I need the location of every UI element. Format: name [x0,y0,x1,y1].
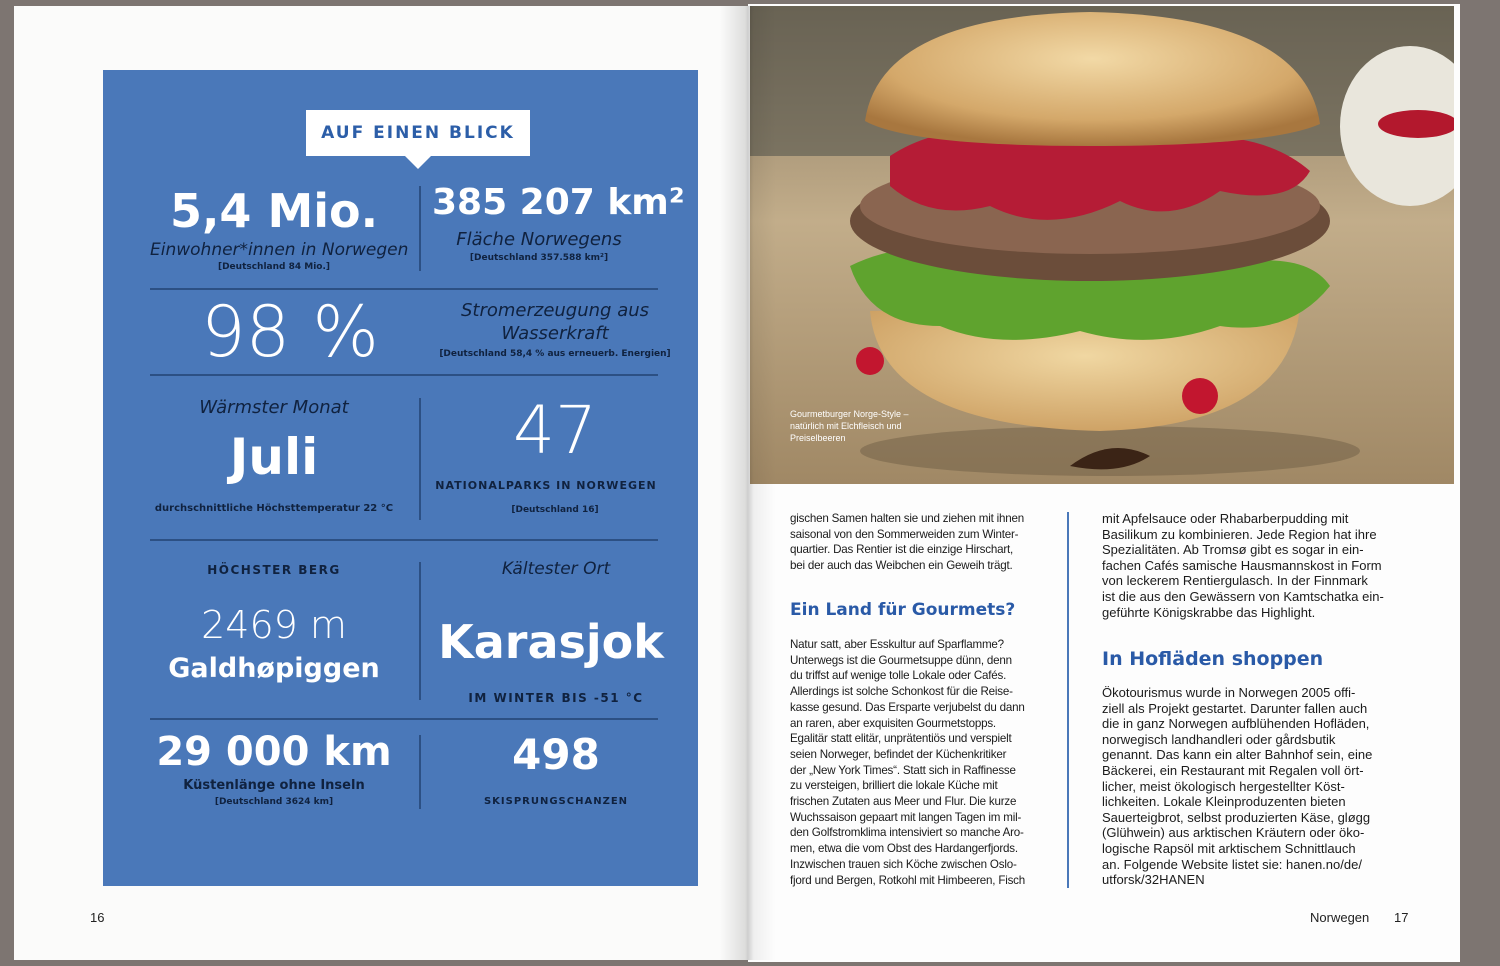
column-2-body [1102,685,1412,888]
inhabitants-label: Einwohner*innen in Norwegen [150,240,409,260]
text-line: von leckerem Rentiergulasch. In der Finnmark [1102,573,1368,589]
caption-line: Gourmetburger Norge-Style – [790,409,909,419]
facts-badge-label: AUF EINEN BLICK [321,123,515,143]
text-line: gischen Samen halten sie und ziehen mit ihnen [790,512,1024,525]
text-line: Wuchssaison gepaart mit langen Tagen im mil- [790,810,1022,824]
text-line: Bäckerei, ein Restaurant mit Regalen voll ört- [1102,762,1364,778]
coldest-label: Kältester Ort [501,559,611,579]
text-line: Unterwegs ist die Gourmetsuppe dünn, denn [790,653,1012,667]
parks-note: [Deutschland 16] [511,505,599,515]
caption-line: natürlich mit Elchfleisch und [790,421,902,431]
text-line: genannt. Das kann ein alter Bahnhof sein, eine [1102,747,1373,763]
text-line: Egalitär statt elitär, unprätentiös und verspielt [790,732,1012,746]
text-line: du triffst auf wenige tolle Lokale oder Cafés. [790,669,1007,683]
running-head: Norwegen [1310,910,1370,925]
text-line: kasse gesund. Das Ersparte verjubelst du dann [790,700,1025,714]
text-line: seien Norweger, befindet der Küchenkritiker [790,747,1007,761]
column-1-body [790,637,1038,888]
text-line: Allerdings ist solche Schonkost für die Reise- [790,685,1013,699]
coldest-value: Karasjok [438,615,664,669]
text-line: den Golfstromklima intensiviert so manche Aro- [790,826,1024,840]
text-line: Sauerteigbrot, selbst produzierten Käse, gløgg [1102,809,1371,825]
vdivider-3 [419,562,421,700]
warmest-value: Juli [229,428,319,486]
text-line: Natur satt, aber Esskultur auf Sparflamme? [790,638,1004,651]
text-line: ist die aus den Gewässern von Kamtschatka ein- [1102,588,1384,604]
page-number-right: 17 [1394,910,1409,925]
text-line: logische Rapsöl mit arktischem Schnittlauch [1102,840,1356,856]
text-line: bei der auch das Weibchen ein Geweih trägt. [790,559,1013,573]
area-value: 385 207 km² [432,182,685,223]
warmest-label: Wärmster Monat [199,397,349,418]
text-line: Ökotourismus wurde in Norwegen 2005 offi- [1102,685,1356,700]
parks-value: 47 [513,392,597,469]
hydro-label-line2: Wasserkraft [501,323,609,344]
coast-label: Küstenlänge ohne Inseln [183,778,365,793]
divider-1 [150,288,658,290]
mountain-value: 2469 m [201,603,347,647]
coast-note: [Deutschland 3624 km] [214,797,334,807]
divider-3 [150,539,658,541]
area-label: Fläche Norwegens [456,229,622,250]
text-line: quartier. Das Rentier ist die einzige Hirschart, [790,543,1014,557]
jumps-value: 498 [512,730,600,779]
text-line: die in ganz Norwegen aufblühenden Hofläden, [1102,716,1370,732]
text-line: Basilikum zu kombinieren. Jede Region hat ihre [1102,526,1377,542]
text-line: saisonal von den Sommerweiden zum Winter- [790,527,1019,541]
heading-hoflaeden: In Hofläden shoppen [1102,648,1324,670]
vdivider-1 [419,186,421,271]
text-line: fachen Cafés samische Hausmannskost in Form [1102,557,1382,573]
warmest-note: durchschnittliche Höchsttemperatur 22 °C [154,503,394,514]
text-line: men, etwa die vom Obst des Hardangerfjords. [790,842,1018,856]
text-line: licher, meist ökologisch hergestellter Köst- [1102,778,1345,794]
column-rule [1067,512,1069,888]
hydro-value: 98 % [201,291,379,373]
text-line: (Glühwein) aus arktischen Kräutern oder öko- [1102,825,1365,841]
vdivider-2 [419,398,421,520]
vdivider-4 [419,735,421,809]
text-line: fjord und Bergen, Rotkohl mit Himbeeren, Fisch [790,873,1026,887]
text-line: zu versteigen, brilliert die lokale Küche mit [790,779,998,793]
text-line: an raren, aber exquisiten Gourmetstopps. [790,716,996,730]
text-line: lichkeiten. Lokale Kleinproduzenten bieten [1102,794,1346,810]
facts-badge [306,110,530,156]
caption-line: Preiselbeeren [790,433,846,443]
inhabitants-value: 5,4 Mio. [169,184,379,238]
mountain-label: HÖCHSTER BERG [207,563,341,577]
parks-label: NATIONALPARKS IN NORWEGEN [435,479,657,492]
mountain-name: Galdhøpiggen [168,653,380,684]
text-line: frischen Zutaten aus Meer und Flur. Die kurze [790,795,1017,809]
coast-value: 29 000 km [156,729,392,775]
text-line: der „New York Times“. Statt sich in Raffinesse [790,763,1016,777]
book-gutter-shadow [720,6,776,960]
page-number-left: 16 [90,910,105,925]
text-line: Inzwischen trauen sich Köche zwischen Oslo- [790,857,1017,871]
photo-caption [790,408,920,444]
coldest-note: IM WINTER BIS -51 °C [468,691,644,705]
text-line: geführte Königskrabbe das Highlight. [1102,604,1316,620]
badge-pointer [404,155,432,169]
jumps-label: SKISPRUNGSCHANZEN [483,796,629,807]
text-line: Spezialitäten. Ab Tromsø gibt es sogar in ein- [1102,542,1364,558]
column-2-top [1102,511,1412,620]
text-line: an. Folgende Website listet sie: hanen.no/de/ [1102,856,1362,872]
column-1-top [790,511,1038,574]
area-note: [Deutschland 357.588 km²] [469,253,609,263]
divider-4 [150,718,658,720]
heading-gourmets: Ein Land für Gourmets? [790,600,1016,620]
text-line: norwegisch landhandleri oder gårdsbutik [1102,731,1336,747]
text-line: utforsk/32HANEN [1102,872,1205,888]
inhabitants-note: [Deutschland 84 Mio.] [217,262,331,272]
text-line: mit Apfelsauce oder Rhabarberpudding mit [1102,511,1349,526]
hydro-label-line1: Stromerzeugung aus [460,300,650,321]
text-line: ziell als Projekt gestartet. Darunter fallen auch [1102,700,1368,716]
hydro-note: [Deutschland 58,4 % aus erneuerb. Energien] [439,349,671,359]
divider-2 [150,374,658,376]
